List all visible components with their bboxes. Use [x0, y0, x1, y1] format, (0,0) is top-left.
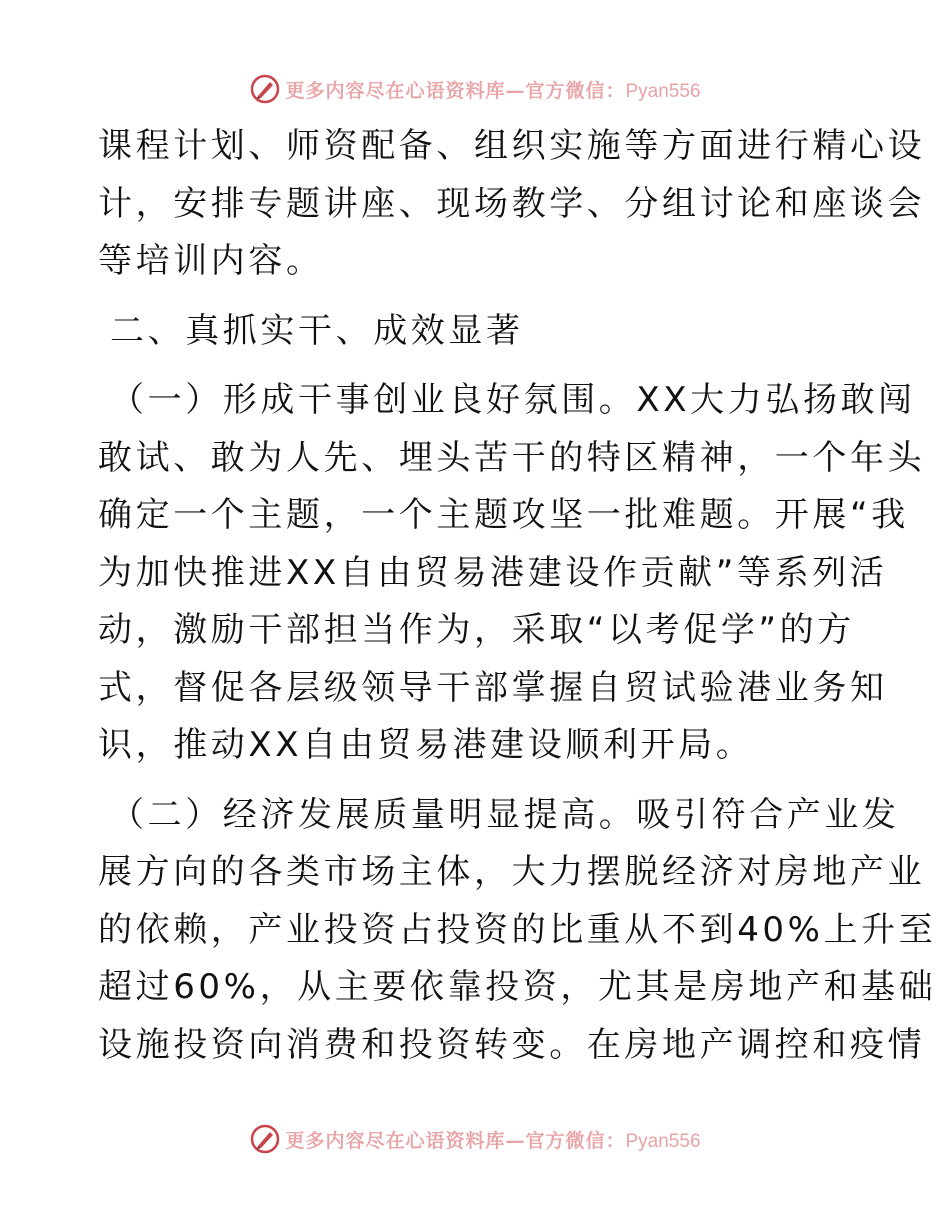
text-line: 确定一个主题，一个主题攻坚一批难题。开展“我	[98, 495, 909, 535]
text-line: 课程计划、师资配备、组织实施等方面进行精心设	[98, 126, 926, 166]
text-line: 展方向的各类市场主体，大力摆脱经济对房地产业	[98, 852, 926, 892]
watermark-handle: Pyan556	[625, 1130, 701, 1152]
document-body	[98, 118, 937, 1074]
paragraph-3	[98, 787, 937, 1075]
text-line: 动，激励干部担当作为，采取“以考促学”的方	[98, 610, 855, 650]
paragraph-1	[98, 118, 926, 291]
text-line: 计，安排专题讲座、现场教学、分组讨论和座谈会	[98, 183, 926, 224]
paragraph-2	[98, 372, 926, 775]
watermark-handle: Pyan556	[625, 80, 701, 102]
text-line: 超过60%，从主要依靠投资，尤其是房地产和基础	[98, 967, 937, 1007]
pen-logo-icon	[249, 1123, 281, 1155]
pen-logo-icon	[249, 73, 281, 105]
section-heading: 二、真抓实干、成效显著	[110, 310, 524, 351]
text-line: 的依赖，产业投资占投资的比重从不到40%上升至	[98, 909, 937, 950]
watermark-bottom	[0, 1122, 950, 1156]
watermark-text: 更多内容尽在心语资料库—官方微信：Pyan556	[285, 79, 701, 102]
text-line: （二）经济发展质量明显提高。吸引符合产业发	[110, 794, 900, 835]
text-line: 设施投资向消费和投资转变。在房地产调控和疫情	[98, 1024, 926, 1065]
text-line: 等培训内容。	[98, 241, 324, 281]
text-line: 识，推动XX自由贸易港建设顺利开局。	[98, 725, 754, 765]
watermark-text: 更多内容尽在心语资料库—官方微信：Pyan556	[285, 1129, 701, 1152]
text-line: （一）形成干事创业良好氛围。XX大力弘扬敢闯	[110, 380, 916, 420]
text-line: 为加快推进XX自由贸易港建设作贡献”等系列活	[98, 552, 888, 593]
watermark-top	[0, 72, 950, 106]
text-line: 式，督促各层级领导干部掌握自贸试验港业务知	[98, 667, 888, 708]
text-line: 敢试、敢为人先、埋头苦干的特区精神，一个年头	[98, 437, 926, 478]
